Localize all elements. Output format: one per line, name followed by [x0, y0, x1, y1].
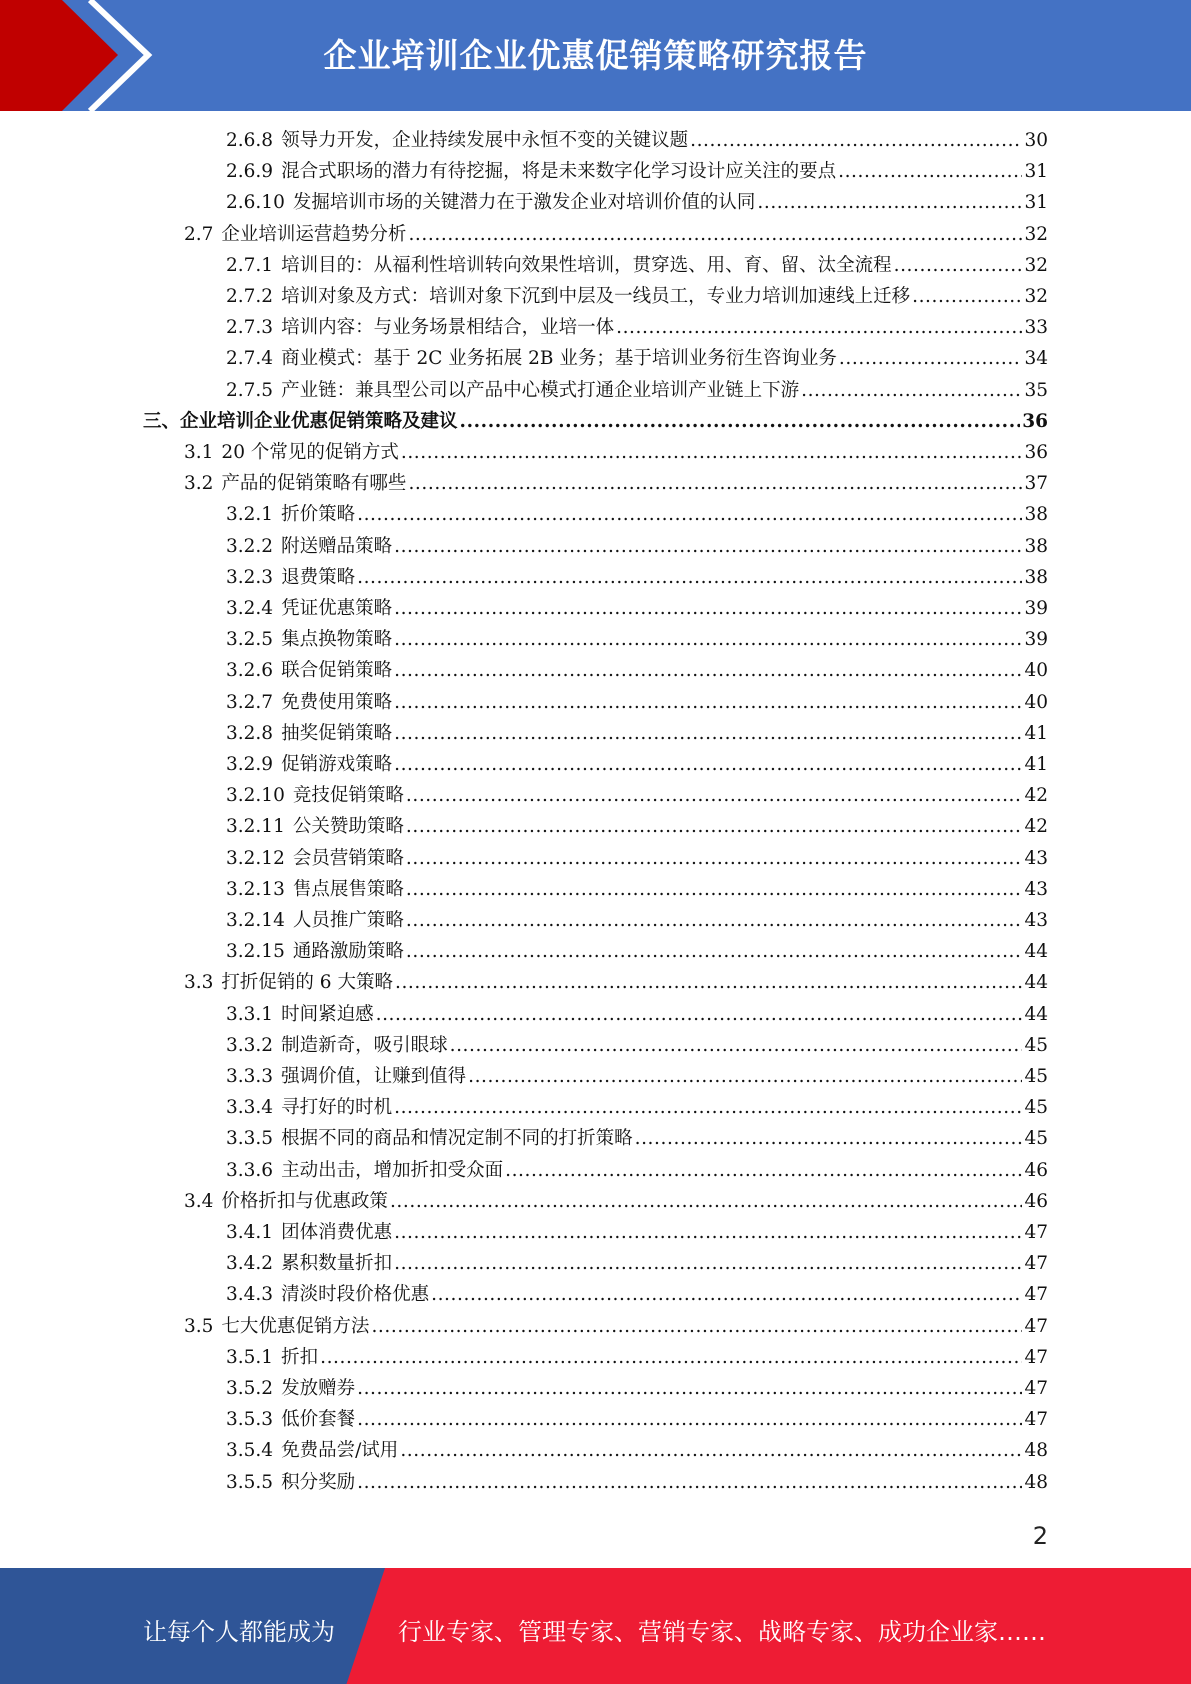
toc-entry-page: 30 [1024, 130, 1048, 151]
toc-entry[interactable] [226, 999, 1048, 1030]
toc-entry-label [226, 187, 755, 218]
toc-entry[interactable] [226, 1404, 1048, 1435]
toc-entry-label [226, 1404, 355, 1435]
toc-entry-text: 抽奖促销策略 [281, 722, 393, 744]
toc-entry[interactable] [226, 250, 1048, 281]
toc-entry[interactable] [226, 905, 1048, 936]
toc-dot-leader [406, 874, 1023, 905]
toc-entry-label [226, 874, 404, 905]
toc-entry[interactable] [226, 1342, 1048, 1373]
toc-entry[interactable] [226, 187, 1048, 218]
toc-entry-text: 培训内容：与业务场景相结合，业培一体 [281, 317, 615, 339]
toc-entry-label [226, 1248, 392, 1279]
toc-entry-label [226, 562, 355, 593]
toc-entry-number: 3.4 [184, 1190, 214, 1212]
toc-entry-page: 41 [1024, 754, 1048, 775]
toc-entry-text: 强调价值，让赚到值得 [281, 1066, 467, 1087]
toc-entry[interactable] [226, 156, 1048, 187]
toc-entry-page: 45 [1024, 1128, 1048, 1150]
toc-entry-text: 发掘培训市场的关键潜力在于激发企业对培训价值的认同 [292, 192, 756, 214]
toc-entry-text: 折价策略 [281, 504, 356, 526]
toc-entry[interactable] [184, 1311, 1048, 1342]
toc-dot-leader [408, 219, 1022, 250]
toc-entry[interactable] [226, 936, 1048, 967]
toc-entry-page: 45 [1024, 1034, 1048, 1056]
toc-entry-number: 2.6.8 [226, 130, 274, 151]
page-number: 2 [1032, 1522, 1048, 1550]
toc-entry-label [226, 1217, 392, 1248]
toc-entry-number: 三、 [143, 410, 181, 432]
toc-entry-number: 2.7.4 [226, 348, 274, 370]
toc-entry[interactable] [226, 780, 1048, 811]
toc-entry[interactable] [226, 687, 1048, 718]
toc-entry-number: 3.2.4 [226, 598, 274, 619]
toc-entry-number: 3.5.1 [226, 1346, 274, 1368]
toc-entry[interactable] [226, 125, 1048, 156]
toc-entry-text: 公关赞助策略 [292, 816, 404, 838]
toc-entry-page: 31 [1024, 192, 1048, 214]
toc-entry-label [226, 250, 892, 281]
toc-dot-leader [757, 187, 1022, 218]
toc-entry[interactable] [226, 874, 1048, 905]
toc-entry[interactable] [226, 624, 1048, 655]
toc-entry-number: 3.2 [184, 473, 214, 495]
toc-entry-page: 31 [1024, 161, 1048, 183]
toc-entry-text: 企业培训运营趋势分析 [221, 223, 407, 245]
toc-dot-leader [394, 749, 1022, 780]
toc-entry-text: 产品的促销策略有哪些 [221, 473, 407, 495]
toc-entry-number: 3.3.2 [226, 1034, 274, 1056]
toc-entry-number: 3.2.15 [226, 941, 285, 963]
toc-dot-leader [357, 499, 1022, 530]
toc-entry-page: 36 [1024, 442, 1048, 463]
toc-entry-number: 3.2.1 [226, 504, 274, 526]
toc-entry-page: 47 [1024, 1253, 1048, 1275]
toc-entry-text: 发放赠券 [281, 1378, 356, 1399]
toc-entry-number: 3.2.8 [226, 722, 274, 744]
toc-entry-text: 积分奖励 [281, 1471, 356, 1493]
toc-entry-number: 3.2.2 [226, 535, 274, 557]
toc-entry[interactable] [226, 718, 1048, 749]
toc-entry-number: 2.7 [184, 223, 214, 245]
toc-entry[interactable] [226, 1061, 1048, 1092]
toc-entry-page: 47 [1024, 1409, 1048, 1431]
toc-entry-page: 47 [1024, 1284, 1048, 1306]
toc-entry-text: 免费使用策略 [281, 691, 393, 713]
toc-entry-text: 退费策略 [281, 566, 356, 588]
toc-entry-label [226, 687, 392, 718]
toc-entry-text: 企业培训企业优惠促销策略及建议 [180, 410, 458, 432]
toc-dot-leader [894, 250, 1023, 281]
toc-entry[interactable] [226, 281, 1048, 312]
toc-entry-page: 47 [1024, 1222, 1048, 1243]
toc-entry-text: 免费品尝/试用 [281, 1440, 399, 1462]
toc-entry-number: 3.2.11 [226, 816, 285, 838]
toc-entry-page: 42 [1024, 785, 1048, 807]
toc-entry[interactable] [143, 406, 1048, 437]
toc-entry-page: 44 [1024, 972, 1048, 994]
toc-dot-leader [394, 1248, 1022, 1279]
page-header [0, 0, 1191, 111]
toc-entry-text: 产业链：兼具型公司以产品中心模式打通企业培训产业链上下游 [281, 379, 800, 401]
toc-entry[interactable] [226, 593, 1048, 624]
toc-entry-label [226, 1092, 392, 1123]
toc-entry-label [226, 655, 392, 686]
toc-entry[interactable] [226, 1092, 1048, 1123]
toc-dot-leader [406, 905, 1023, 936]
toc-entry[interactable] [226, 1467, 1048, 1498]
toc-entry[interactable] [184, 219, 1048, 250]
toc-dot-leader [406, 843, 1023, 874]
toc-entry-page: 32 [1024, 223, 1048, 245]
toc-entry-page: 46 [1024, 1159, 1048, 1181]
toc-entry-label [226, 125, 688, 156]
toc-dot-leader [406, 780, 1023, 811]
toc-dot-leader [690, 125, 1022, 156]
page-title: 企业培训企业优惠促销策略研究报告 [323, 36, 868, 75]
toc-entry-page: 47 [1024, 1346, 1048, 1368]
toc-dot-leader [616, 312, 1022, 343]
toc-dot-leader [505, 1155, 1022, 1186]
toc-entry-number: 3.3.6 [226, 1159, 274, 1181]
toc-entry-text: 通路激励策略 [292, 941, 404, 963]
toc-entry-page: 47 [1024, 1315, 1048, 1337]
toc-entry-text: 混合式职场的潜力有待挖掘，将是未来数字化学习设计应关注的要点 [281, 161, 837, 183]
toc-dot-leader [394, 718, 1022, 749]
toc-entry-text: 凭证优惠策略 [281, 598, 393, 619]
toc-dot-leader [838, 156, 1022, 187]
toc-entry-page: 44 [1024, 1003, 1048, 1025]
toc-entry-page: 38 [1024, 566, 1048, 588]
toc-entry-text: 团体消费优惠 [281, 1222, 393, 1243]
page-footer [0, 1568, 1191, 1684]
toc-entry-number: 3.2.5 [226, 629, 274, 651]
toc-entry-number: 3.2.14 [226, 910, 285, 931]
toc-entry-number: 3.2.12 [226, 847, 285, 869]
toc-dot-leader [390, 1186, 1023, 1217]
toc-entry-page: 39 [1024, 629, 1048, 651]
toc-entry-label [226, 999, 374, 1030]
toc-entry-label [226, 1342, 318, 1373]
toc-dot-leader [400, 1435, 1022, 1466]
toc-entry-text: 价格折扣与优惠政策 [221, 1190, 388, 1212]
toc-dot-leader [394, 1217, 1022, 1248]
toc-entry-number: 3.2.3 [226, 566, 274, 588]
toc-entry[interactable] [226, 531, 1048, 562]
toc-entry-number: 3.2.10 [226, 785, 285, 807]
toc-entry-text: 培训目的：从福利性培训转向效果性培训，贯穿选、用、育、留、汰全流程 [281, 254, 892, 276]
toc-entry[interactable] [226, 843, 1048, 874]
toc-entry-text: 打折促销的 6 大策略 [221, 972, 393, 994]
toc-entry-text: 联合促销策略 [281, 660, 393, 682]
toc-entry[interactable] [226, 1373, 1048, 1404]
toc-entry[interactable] [226, 499, 1048, 530]
toc-entry[interactable] [226, 811, 1048, 842]
toc-entry-label [226, 780, 404, 811]
toc-entry-number: 2.7.5 [226, 379, 274, 401]
toc-dot-leader [406, 936, 1023, 967]
toc-entry-number: 3.3.5 [226, 1128, 274, 1150]
toc-entry-label [226, 1030, 448, 1061]
toc-entry-label [184, 1186, 388, 1217]
toc-entry-label [184, 967, 393, 998]
toc-entry[interactable] [226, 1279, 1048, 1310]
toc-entry-number: 3.4.2 [226, 1253, 274, 1275]
toc-entry-number: 3.3.4 [226, 1097, 274, 1119]
toc-entry-label [226, 593, 392, 624]
toc-entry-page: 35 [1024, 379, 1048, 401]
toc-entry-page: 36 [1022, 410, 1048, 432]
toc-dot-leader [371, 1311, 1022, 1342]
toc-entry-page: 48 [1024, 1440, 1048, 1462]
toc-dot-leader [801, 375, 1022, 406]
toc-dot-leader [376, 999, 1023, 1030]
toc-entry-page: 32 [1024, 254, 1048, 276]
toc-dot-leader [357, 562, 1022, 593]
toc-entry-label [226, 811, 404, 842]
toc-dot-leader [450, 1030, 1023, 1061]
toc-entry-text: 清淡时段价格优惠 [281, 1284, 430, 1306]
toc-entry-text: 培训对象及方式：培训对象下沉到中层及一线员工，专业力培训加速线上迁移 [281, 286, 911, 307]
toc-entry-text: 根据不同的商品和情况定制不同的打折策略 [281, 1128, 633, 1150]
toc-entry-text: 低价套餐 [281, 1409, 356, 1431]
toc-entry-text: 人员推广策略 [292, 910, 404, 931]
toc-entry[interactable] [226, 1030, 1048, 1061]
toc-entry[interactable] [184, 468, 1048, 499]
toc-entry-text: 集点换物策略 [281, 629, 393, 651]
toc-entry-label [226, 843, 404, 874]
toc-entry-number: 3.4.3 [226, 1284, 274, 1306]
toc-entry-text: 时间紧迫感 [281, 1003, 374, 1025]
toc-entry-label [226, 1123, 633, 1154]
toc-dot-leader [408, 468, 1022, 499]
toc-entry-label [226, 624, 392, 655]
toc-dot-leader [460, 406, 1021, 437]
toc-entry-number: 2.7.1 [226, 254, 274, 276]
toc-dot-leader [394, 1092, 1022, 1123]
toc-entry-label [184, 1311, 369, 1342]
toc-entry-page: 40 [1024, 660, 1048, 682]
toc-entry-number: 2.7.3 [226, 317, 274, 339]
toc-entry-number: 3.2.9 [226, 754, 274, 775]
toc-entry-label [226, 749, 392, 780]
toc-entry-page: 44 [1024, 941, 1048, 963]
toc-entry-page: 46 [1024, 1190, 1048, 1212]
toc-entry-text: 商业模式：基于 2C 业务拓展 2B 业务；基于培训业务衍生咨询业务 [281, 348, 837, 370]
toc-entry-number: 3.5.3 [226, 1409, 274, 1431]
toc-entry-page: 38 [1024, 535, 1048, 557]
toc-entry[interactable] [184, 437, 1048, 468]
toc-entry-text: 售点展售策略 [292, 878, 404, 900]
toc-entry[interactable] [226, 343, 1048, 374]
toc-entry-text: 七大优惠促销方法 [221, 1315, 370, 1337]
toc-entry-number: 3.1 [184, 442, 214, 463]
toc-entry-page: 32 [1024, 286, 1048, 307]
toc-dot-leader [468, 1061, 1022, 1092]
toc-entry-page: 40 [1024, 691, 1048, 713]
toc-entry-text: 主动出击，增加折扣受众面 [281, 1159, 504, 1181]
toc-entry-page: 48 [1024, 1471, 1048, 1493]
toc-entry-text: 累积数量折扣 [281, 1253, 393, 1275]
toc-dot-leader [839, 343, 1023, 374]
toc-entry-number: 3.3.3 [226, 1066, 274, 1087]
toc-entry-page: 39 [1024, 598, 1048, 619]
toc-dot-leader [394, 531, 1022, 562]
toc-dot-leader [394, 593, 1022, 624]
toc-entry-number: 3.4.1 [226, 1222, 274, 1243]
toc-entry-label [226, 156, 836, 187]
toc-dot-leader [431, 1279, 1022, 1310]
toc-entry-text: 会员营销策略 [292, 847, 404, 869]
toc-entry-label [143, 406, 458, 437]
toc-entry-page: 34 [1024, 348, 1048, 370]
toc-entry-text: 制造新奇，吸引眼球 [281, 1034, 448, 1056]
toc-dot-leader [395, 967, 1022, 998]
toc-dot-leader [401, 437, 1023, 468]
toc-entry-number: 3.5.2 [226, 1378, 274, 1399]
toc-entry[interactable] [226, 655, 1048, 686]
toc-entry-page: 41 [1024, 722, 1048, 744]
toc-entry[interactable] [226, 312, 1048, 343]
toc-entry-page: 38 [1024, 504, 1048, 526]
toc-entry-number: 3.2.7 [226, 691, 274, 713]
toc-entry-page: 47 [1024, 1378, 1048, 1399]
toc-entry-label [226, 1373, 355, 1404]
toc-entry[interactable] [226, 1123, 1048, 1154]
toc-entry-label [226, 905, 404, 936]
toc-entry-label [226, 1467, 355, 1498]
toc-dot-leader [320, 1342, 1022, 1373]
footer-slogan-right: 行业专家、管理专家、营销专家、战略专家、成功企业家…… [398, 1618, 1046, 1646]
toc-dot-leader [357, 1373, 1022, 1404]
toc-entry-label [226, 1061, 466, 1092]
toc-dot-leader [357, 1404, 1022, 1435]
toc-entry-text: 折扣 [281, 1346, 319, 1368]
toc-entry[interactable] [226, 375, 1048, 406]
toc-entry-label [226, 1279, 429, 1310]
toc-entry-number: 3.2.13 [226, 878, 285, 900]
toc-dot-leader [394, 655, 1022, 686]
toc-entry-label [226, 531, 392, 562]
toc-entry-page: 33 [1024, 317, 1048, 339]
toc-entry-label [184, 468, 406, 499]
toc-entry-number: 3.5.5 [226, 1471, 274, 1493]
toc-entry-page: 43 [1024, 878, 1048, 900]
toc-entry-label [226, 1155, 503, 1186]
toc-entry-page: 43 [1024, 910, 1048, 931]
toc-entry-label [226, 936, 404, 967]
toc-entry-label [226, 343, 837, 374]
toc-entry-text: 领导力开发，企业持续发展中永恒不变的关键议题 [281, 130, 689, 151]
toc-entry[interactable] [226, 1435, 1048, 1466]
toc-entry-page: 43 [1024, 847, 1048, 869]
toc-entry-page: 45 [1024, 1097, 1048, 1119]
toc-entry[interactable] [226, 562, 1048, 593]
toc-entry-label [226, 718, 392, 749]
toc-entry-page: 37 [1024, 473, 1048, 495]
toc-entry[interactable] [226, 1248, 1048, 1279]
toc-dot-leader [406, 811, 1023, 842]
toc-dot-leader [394, 687, 1022, 718]
toc-entry-text: 附送赠品策略 [281, 535, 393, 557]
toc-entry-label [226, 375, 799, 406]
toc-dot-leader [357, 1467, 1022, 1498]
toc-entry-page: 45 [1024, 1066, 1048, 1087]
toc-entry-text: 竞技促销策略 [292, 785, 404, 807]
toc-dot-leader [635, 1123, 1023, 1154]
toc-entry[interactable] [226, 1155, 1048, 1186]
toc-entry-number: 3.5 [184, 1315, 214, 1337]
toc-entry[interactable] [226, 749, 1048, 780]
footer-slogan-left: 让每个人都能成为 [143, 1618, 335, 1646]
toc-entry-number: 3.2.6 [226, 660, 274, 682]
toc-entry-text: 促销游戏策略 [281, 754, 393, 775]
toc-dot-leader [394, 624, 1022, 655]
toc-entry-number: 3.3.1 [226, 1003, 274, 1025]
toc-entry-text: 寻打好的时机 [281, 1097, 393, 1119]
toc-entry-number: 2.6.10 [226, 192, 285, 214]
toc-entry[interactable] [184, 1186, 1048, 1217]
toc-entry-label [226, 312, 614, 343]
toc-entry-number: 3.3 [184, 972, 214, 994]
toc-entry-text: 20 个常见的促销方式 [221, 442, 399, 463]
toc-entry-label [184, 219, 406, 250]
toc-entry-label [226, 499, 355, 530]
toc-entry-label [226, 281, 910, 312]
toc-entry[interactable] [184, 967, 1048, 998]
toc-entry-page: 42 [1024, 816, 1048, 838]
toc-entry-number: 2.6.9 [226, 161, 274, 183]
toc-dot-leader [912, 281, 1022, 312]
toc-entry-number: 3.5.4 [226, 1440, 274, 1462]
toc-entry-number: 2.7.2 [226, 286, 274, 307]
toc-entry[interactable] [226, 1217, 1048, 1248]
toc-entry-label [226, 1435, 398, 1466]
toc-entry-label [184, 437, 399, 468]
